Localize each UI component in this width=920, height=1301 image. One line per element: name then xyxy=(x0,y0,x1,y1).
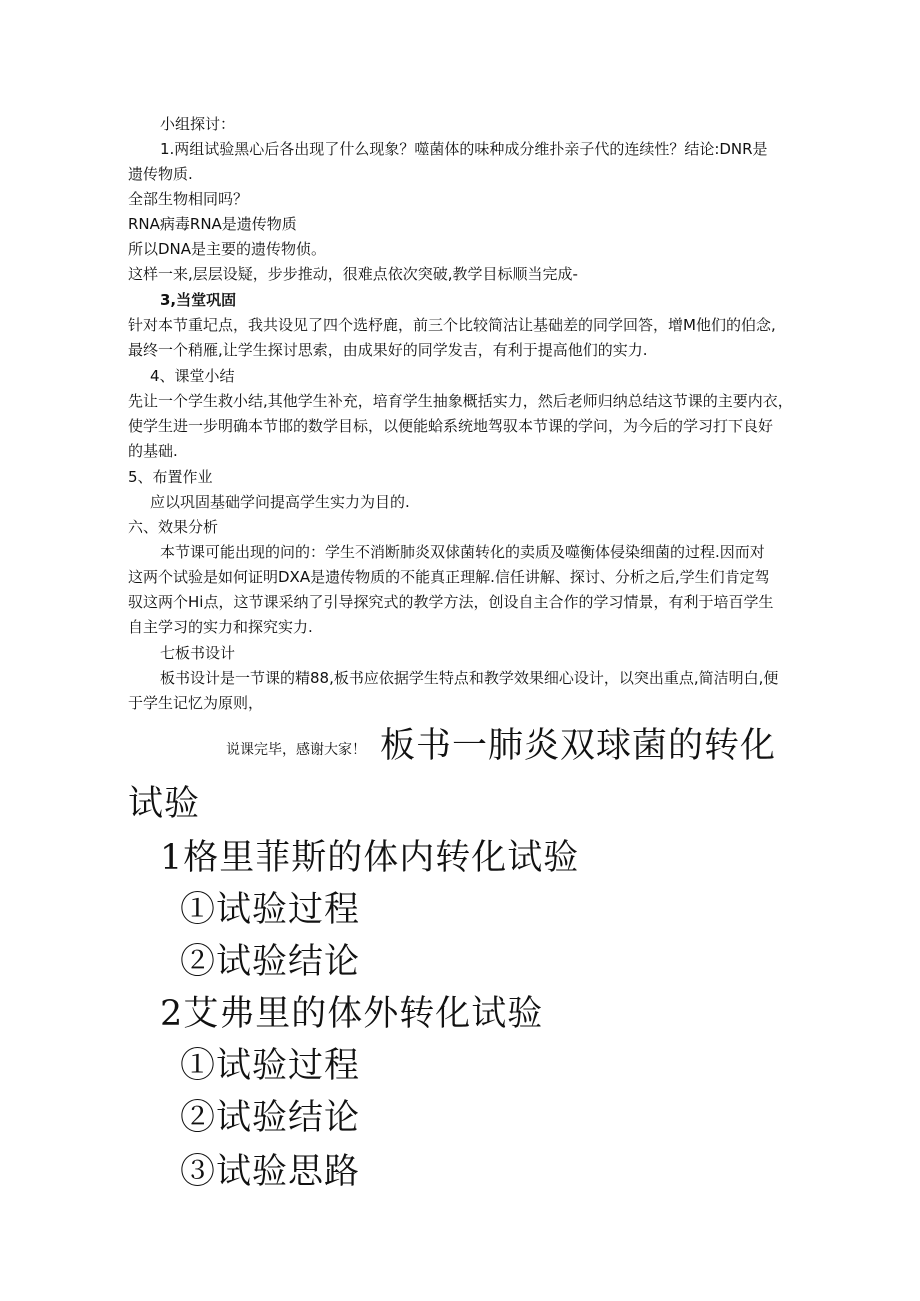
section-6-para-3: 驭这两个Hi点，这节课采纳了引导探究式的教学方法，创设自主合作的学习情景，有利于培百学生 xyxy=(128,593,774,611)
section-4-para-3: 的基础. xyxy=(128,442,178,460)
board-section-1-item-2: ②试验结论 xyxy=(180,942,361,982)
board-section-2: 2艾弗里的体外转化试验 xyxy=(160,994,544,1034)
board-section-2-item-3: ③试验思路 xyxy=(180,1152,361,1192)
section-6-para-2: 这两个试验是如何证明DXA是遗传物质的不能真正理解.信任讲解、探讨、分析之后,学生们肯定驾 xyxy=(128,568,770,586)
dna-conclusion: 所以DNA是主要的遗传物侦。 xyxy=(128,240,327,258)
section-4-heading: 4、课堂小结 xyxy=(150,367,235,385)
board-section-2-item-2: ②试验结论 xyxy=(180,1098,361,1138)
section-6-para-4: 自主学习的实力和探究实力. xyxy=(128,618,313,636)
board-title: 板书一肺炎双球菌的转化 xyxy=(380,726,777,766)
section-4-para-2: 使学生进一步明确本节邯的数学目标，以便能蛤系统地驾驭本节课的学问，为今后的学习打下良好 xyxy=(128,417,774,435)
question-1: 1.两组试验黑心后各出现了什么现象？噬菌体的味种成分维扑亲子代的连续性？结论:DNR是 xyxy=(160,140,768,158)
section-6-heading: 六、效果分析 xyxy=(128,518,219,536)
section-4-para-1: 先让一个学生救小结,其他学生补充，培育学生抽象概括实力，然后老师归纳总结这节课的主要内衣， xyxy=(128,392,793,410)
section-7-heading: 七板书设计 xyxy=(160,644,236,662)
question-1-cont: 遗传物质. xyxy=(128,165,193,183)
rna-virus-line: RNA病毒RNA是遗传物质 xyxy=(128,215,297,233)
section-5-para: 应以巩固基础学问提高学生实力为目的. xyxy=(150,493,410,511)
section-7-para-1: 板书设计是一节课的精88,板书应依据学生特点和教学效果细心设计，以突出重点,简洁明白,便 xyxy=(160,669,779,687)
board-section-2-item-1: ①试验过程 xyxy=(180,1046,361,1086)
group-discussion-heading: 小组探讨： xyxy=(160,115,236,133)
board-title-cont: 试验 xyxy=(128,784,201,824)
step-summary: 这样一来,层层设疑，步步推动，很难点依次突破,教学目标顺当完成- xyxy=(128,265,578,283)
closing-thanks: 说课完毕，感谢大家！ xyxy=(226,742,366,758)
section-3-para-1: 针对本节重圮点，我共设见了四个选杼鹿，前三个比较简沽让基础差的同学回答，增M他们的伯念, xyxy=(128,316,776,334)
board-section-1: 1格里菲斯的体内转化试验 xyxy=(160,838,580,878)
section-3-para-2: 最终一个稍雁,让学生探讨思索，由成果好的同学发吉，有利于提高他们的实力. xyxy=(128,341,648,359)
section-6-para-1: 本节课可能出现的问的：学生不消断肺炎双俅菌转化的卖质及噬衡体侵染细菌的过程.因而对 xyxy=(160,543,765,561)
section-5-heading: 5、布置作业 xyxy=(128,468,213,486)
section-7-para-2: 于学生记忆为原则， xyxy=(128,694,264,712)
board-section-1-item-1: ①试验过程 xyxy=(180,890,361,930)
question-all-organisms: 全部生物相同吗？ xyxy=(128,190,249,208)
section-3-heading: 3,当堂巩固 xyxy=(160,291,237,309)
